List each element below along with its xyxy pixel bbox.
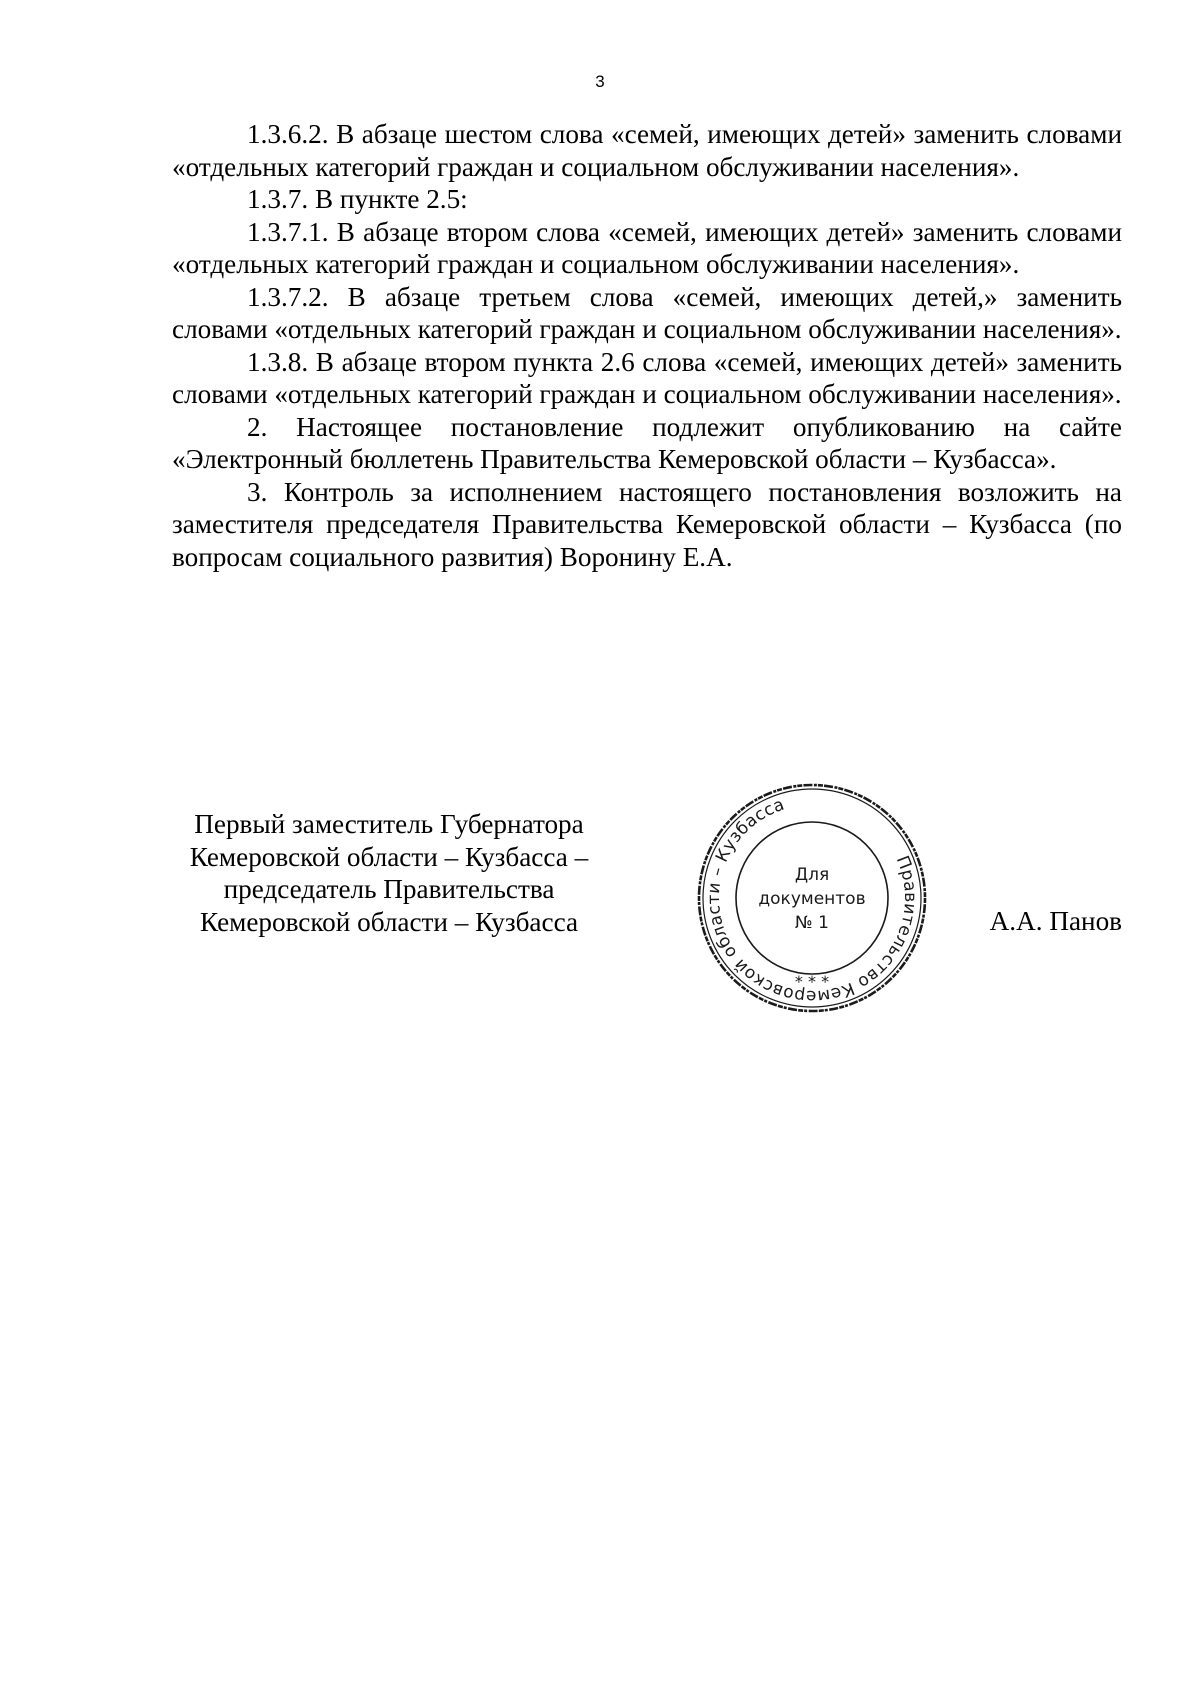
stamp-center-line: документов <box>758 889 866 909</box>
signatory-title <box>172 808 606 938</box>
document-body <box>172 118 1122 573</box>
signature-block <box>172 794 1122 1008</box>
official-stamp <box>692 778 932 1018</box>
signatory-title-line: Кемеровской области – Кузбасса – <box>189 841 589 872</box>
signatory-title-line: Первый заместитель Губернатора <box>194 809 584 839</box>
signatory-name: А.А. Панов <box>989 906 1122 936</box>
paragraph-1-3-7-2: 1.3.7.2. В абзаце третьем слова «семей, имеющих детей,» заменить словами «отдельных категорий граждан и социальном обслуживании населения». <box>172 281 1122 344</box>
paragraph-1-3-6-2: 1.3.6.2. В абзаце шестом слова «семей, имеющих детей» заменить словами «отдельных категорий граждан и социальном обслуживании населения». <box>172 119 1122 182</box>
paragraph-3-control: 3. Контроль за исполнением настоящего постановления возложить на заместителя председателя Правительства Кемеровской области – Кузбасса (по вопросам социального развития) Воронину Е.А. <box>172 476 1122 572</box>
paragraph-2-publication: 2. Настоящее постановление подлежит опубликованию на сайте «Электронный бюллетень Правительства Кемеровской области – Кузбасса». <box>172 411 1122 474</box>
signatory-title-line: председатель Правительства <box>223 874 555 904</box>
page-number: 3 <box>595 72 605 91</box>
paragraph-1-3-7: 1.3.7. В пункте 2.5: <box>247 184 468 214</box>
stamp-ring-text: Правительство Кемеровской области – Кузбасса <box>703 794 921 1007</box>
paragraph-1-3-7-1: 1.3.7.1. В абзаце втором слова «семей, имеющих детей» заменить словами «отдельных категорий граждан и социальном обслуживании населения». <box>172 216 1122 279</box>
stamp-stars: * * * <box>794 972 830 991</box>
stamp-center-line: Для <box>794 865 830 885</box>
paragraph-1-3-8: 1.3.8. В абзаце втором пункта 2.6 слова «семей, имеющих детей» заменить словами «отдельных категорий граждан и социальном обслуживании населения». <box>172 346 1122 409</box>
stamp-center-line: № 1 <box>795 913 829 933</box>
signatory-title-line: Кемеровской области – Кузбасса <box>199 906 579 937</box>
